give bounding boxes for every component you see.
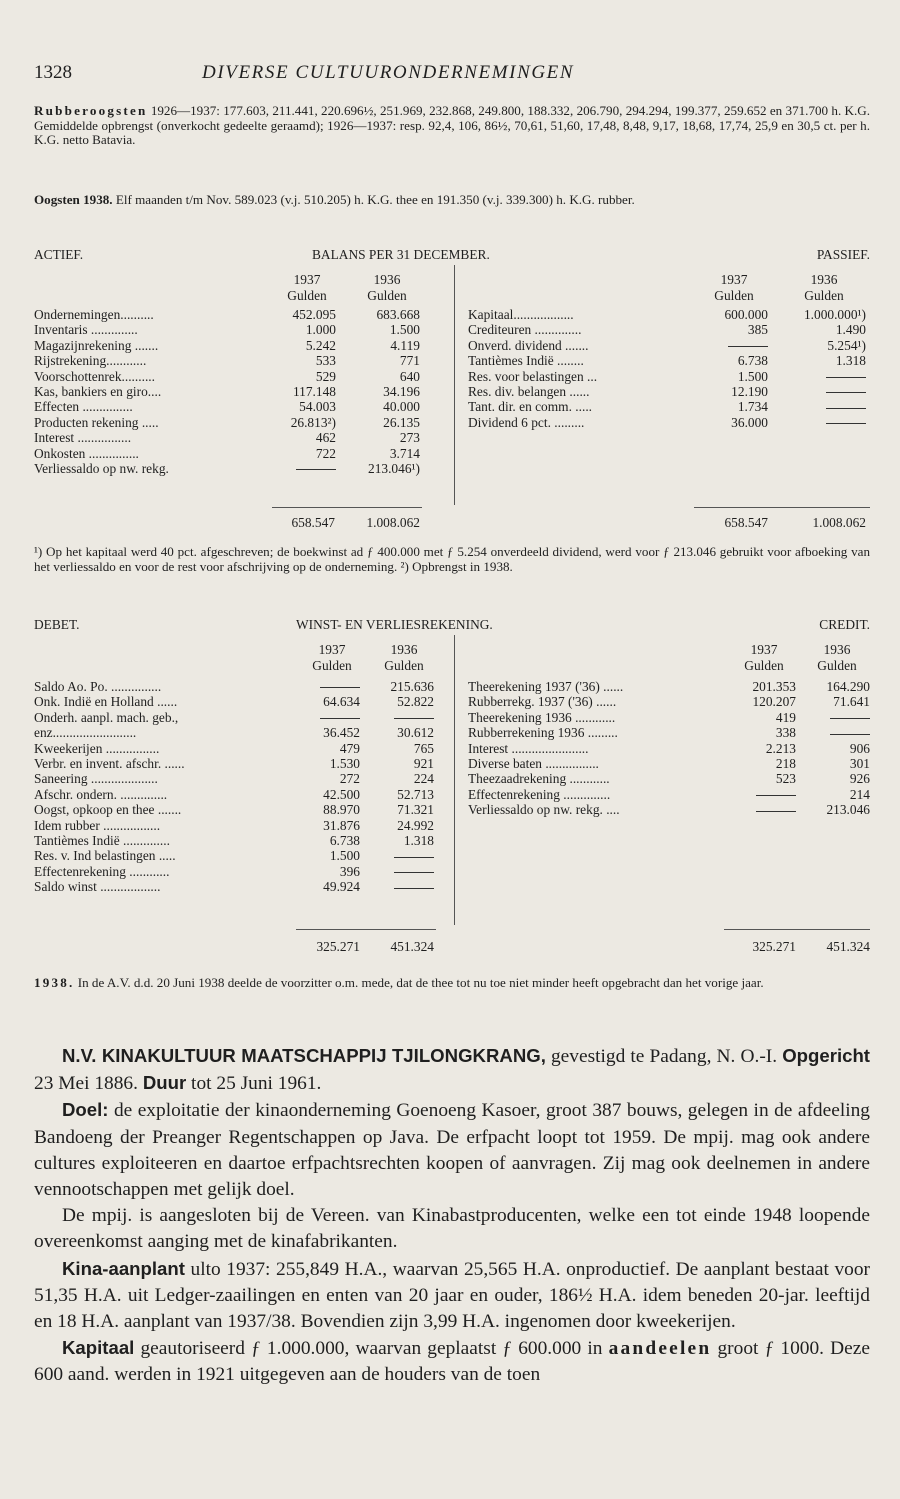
debet-v1936: 765 bbox=[413, 740, 434, 756]
actief-row bbox=[34, 369, 420, 384]
debet-v1936: 52.713 bbox=[397, 786, 434, 802]
passief-v1937: 1.734 bbox=[737, 399, 768, 415]
oogsten-paragraph bbox=[34, 193, 870, 208]
dash-rule bbox=[826, 377, 866, 378]
pl-right-year1: 1937 bbox=[750, 642, 778, 657]
credit-row bbox=[468, 741, 870, 756]
actief-v1937: 462 bbox=[315, 430, 336, 446]
credit-row bbox=[468, 710, 870, 725]
balance-total-right-1936: 1.008.062 bbox=[812, 515, 866, 530]
kapitaal-text-2: groot ƒ 1000. Deze 600 aand. werden in 1921 uitgegeven aan de houders van de toen bbox=[34, 1338, 870, 1386]
debet-label: Onk. Indië en Holland ...... bbox=[34, 694, 178, 710]
actief-label: Kas, bankiers en giro.... bbox=[34, 384, 162, 400]
debet-row bbox=[34, 756, 434, 771]
debet-row bbox=[34, 771, 434, 786]
credit-label: Theerekening 1936 ............ bbox=[468, 709, 616, 725]
doel-paragraph bbox=[34, 1097, 870, 1203]
doel-label: Doel: bbox=[62, 1099, 109, 1121]
opgericht-text: 23 Mei 1886. bbox=[34, 1073, 143, 1095]
balance-left-heading: ACTIEF. bbox=[34, 247, 84, 262]
debet-label: Res. v. Ind belastingen ..... bbox=[34, 848, 176, 864]
credit-label: Theezaadrekening ............ bbox=[468, 771, 610, 787]
debet-row bbox=[34, 787, 434, 802]
actief-empty-dash bbox=[270, 461, 336, 476]
pl-total-right-1936: 451.324 bbox=[826, 939, 870, 954]
pl-divider bbox=[454, 635, 455, 925]
debet-empty-dash bbox=[360, 848, 434, 863]
credit-v1936: 214 bbox=[849, 786, 870, 802]
debet-empty-dash bbox=[360, 710, 434, 725]
dash-rule bbox=[830, 718, 870, 719]
credit-row bbox=[468, 771, 870, 786]
pl-right-unit2: Gulden bbox=[817, 658, 857, 673]
passief-v1937: 12.190 bbox=[731, 384, 768, 400]
actief-label: Effecten ............... bbox=[34, 399, 133, 415]
debet-row bbox=[34, 864, 434, 879]
debet-row bbox=[34, 725, 434, 740]
dash-rule bbox=[394, 857, 434, 858]
credit-row bbox=[468, 679, 870, 694]
actief-label: Interest ................ bbox=[34, 430, 132, 446]
debet-label: enz......................... bbox=[34, 725, 137, 741]
debet-v1937: 1.530 bbox=[329, 756, 360, 772]
actief-table bbox=[34, 307, 420, 476]
actief-row bbox=[34, 384, 420, 399]
actief-v1937: 5.242 bbox=[305, 337, 336, 353]
credit-label: Rubberrekening 1936 ......... bbox=[468, 725, 618, 741]
debet-row bbox=[34, 694, 434, 709]
credit-v1937: 419 bbox=[775, 709, 796, 725]
actief-v1937: 722 bbox=[315, 445, 336, 461]
rubber-text: 1926—1937: 177.603, 211.441, 220.696½, 251.969, 232.868, 249.800, 188.332, 206.790, 294.294, 199.377, 259.652 en 371.700 h. K.G. Gemiddelde opbrengst (onverkocht gedeelte geraamd); 1926—1937: resp. 92,4, 106, 86½, 70,61, 51,60, 17,48, 8,48, 9,17, 18,68, 17,74, 25,9 en 30,5 ct. per h. K.G. netto Batavia. bbox=[34, 103, 870, 148]
actief-label: Voorschottenrek.......... bbox=[34, 368, 155, 384]
actief-row bbox=[34, 430, 420, 445]
actief-label: Onkosten ............... bbox=[34, 445, 139, 461]
passief-empty-dash bbox=[768, 399, 866, 414]
rubber-label: Rubberoogsten bbox=[34, 103, 148, 118]
debet-row bbox=[34, 879, 434, 894]
passief-row bbox=[468, 384, 866, 399]
actief-row bbox=[34, 399, 420, 414]
debet-v1936: 224 bbox=[413, 771, 434, 787]
passief-row bbox=[468, 399, 866, 414]
balance-title: BALANS PER 31 DECEMBER. bbox=[312, 247, 490, 262]
pl-right-heading: CREDIT. bbox=[819, 617, 870, 632]
passief-v1937: 385 bbox=[747, 322, 768, 338]
actief-row bbox=[34, 353, 420, 368]
debet-empty-dash bbox=[360, 864, 434, 879]
debet-row bbox=[34, 833, 434, 848]
credit-v1937: 2.213 bbox=[765, 740, 796, 756]
actief-label: Verliessaldo op nw. rekg. bbox=[34, 461, 169, 477]
dash-rule bbox=[296, 469, 336, 470]
credit-v1937: 120.207 bbox=[752, 694, 796, 710]
page-number: 1328 bbox=[34, 62, 72, 83]
actief-v1936: 273 bbox=[399, 430, 420, 446]
balance-sheet bbox=[34, 247, 870, 537]
kapitaal-text-1: geautoriseerd ƒ 1.000.000, waarvan geplaatst ƒ 600.000 in bbox=[134, 1338, 609, 1360]
pl-right-year2: 1936 bbox=[823, 642, 851, 657]
credit-v1936: 906 bbox=[849, 740, 870, 756]
actief-label: Inventaris .............. bbox=[34, 322, 138, 338]
credit-row bbox=[468, 802, 870, 817]
actief-label: Ondernemingen.......... bbox=[34, 307, 154, 322]
debet-label: Idem rubber ................. bbox=[34, 817, 161, 833]
debet-label: Oogst, opkoop en thee ....... bbox=[34, 802, 182, 818]
debet-table bbox=[34, 679, 434, 895]
debet-v1936: 921 bbox=[413, 756, 434, 772]
actief-v1937: 26.813²) bbox=[290, 414, 336, 430]
note-1938-label: 1938. bbox=[34, 975, 75, 990]
actief-v1936: 640 bbox=[399, 368, 420, 384]
credit-empty-dash bbox=[796, 710, 870, 725]
passief-label: Dividend 6 pct. ......... bbox=[468, 414, 585, 430]
running-title: DIVERSE CULTUURONDERNEMINGEN bbox=[202, 62, 575, 83]
debet-v1937: 31.876 bbox=[323, 817, 360, 833]
actief-row bbox=[34, 307, 420, 322]
balance-right-unit1: Gulden bbox=[714, 288, 754, 303]
oogsten-label: Oogsten 1938. bbox=[34, 192, 113, 207]
debet-row bbox=[34, 741, 434, 756]
pl-left-sum-line bbox=[296, 929, 436, 930]
actief-label: Rijstrekening............ bbox=[34, 353, 147, 369]
balance-right-year2: 1936 bbox=[810, 272, 838, 287]
dash-rule bbox=[830, 734, 870, 735]
company-description bbox=[34, 1043, 870, 1389]
balance-total-left-1936: 1.008.062 bbox=[366, 515, 420, 530]
debet-v1937: 42.500 bbox=[323, 786, 360, 802]
balance-left-unit2: Gulden bbox=[367, 288, 407, 303]
debet-label: Saldo Ao. Po. ............... bbox=[34, 679, 162, 694]
passief-empty-dash bbox=[768, 384, 866, 399]
credit-label: Interest ....................... bbox=[468, 740, 589, 756]
debet-row bbox=[34, 710, 434, 725]
credit-v1937: 201.353 bbox=[752, 679, 796, 694]
pl-total-right-1937: 325.271 bbox=[752, 939, 796, 954]
balance-total-right-1937: 658.547 bbox=[724, 515, 768, 530]
passief-row bbox=[468, 307, 866, 322]
passief-v1936: 1.318 bbox=[835, 353, 866, 369]
dash-rule bbox=[394, 888, 434, 889]
passief-v1937: 1.500 bbox=[737, 368, 768, 384]
credit-v1936: 926 bbox=[849, 771, 870, 787]
dash-rule bbox=[320, 687, 360, 688]
passief-label: Crediteuren .............. bbox=[468, 322, 582, 338]
passief-v1936: 1.000.000¹) bbox=[803, 307, 866, 322]
debet-v1937: 88.970 bbox=[323, 802, 360, 818]
balance-right-heading: PASSIEF. bbox=[816, 247, 870, 262]
actief-v1937: 533 bbox=[315, 353, 336, 369]
debet-label: Effectenrekening ............ bbox=[34, 863, 170, 879]
passief-label: Onverd. dividend ....... bbox=[468, 337, 589, 353]
credit-label: Rubberrekg. 1937 ('36) ...... bbox=[468, 694, 617, 710]
pl-title: WINST- EN VERLIESREKENING. bbox=[296, 617, 493, 632]
debet-v1936: 52.822 bbox=[397, 694, 434, 710]
pl-total-left-1937: 325.271 bbox=[316, 939, 360, 954]
credit-v1937: 523 bbox=[775, 771, 796, 787]
kapitaal-paragraph bbox=[34, 1335, 870, 1388]
kapitaal-label: Kapitaal bbox=[62, 1337, 135, 1359]
passief-v1936: 1.490 bbox=[835, 322, 866, 338]
pl-left-unit2: Gulden bbox=[384, 658, 424, 673]
passief-row bbox=[468, 415, 866, 430]
passief-row bbox=[468, 322, 866, 337]
debet-label: Verbr. en invent. afschr. ...... bbox=[34, 756, 185, 772]
dash-rule bbox=[394, 872, 434, 873]
actief-v1937: 1.000 bbox=[305, 322, 336, 338]
actief-row bbox=[34, 461, 420, 476]
kina-paragraph bbox=[34, 1256, 870, 1336]
vereeniging-paragraph: De mpij. is aangesloten bij de Vereen. van Kinabastproducenten, welke een tot einde 1948 loopende overeenkomst aanging met de kinafabrikanten. bbox=[34, 1205, 870, 1253]
passief-label: Kapitaal.................. bbox=[468, 307, 574, 322]
dash-rule bbox=[394, 718, 434, 719]
passief-label: Res. div. belangen ...... bbox=[468, 384, 590, 400]
credit-empty-dash bbox=[796, 725, 870, 740]
credit-table bbox=[468, 679, 870, 818]
balance-left-sum-line bbox=[272, 507, 422, 508]
balance-right-unit2: Gulden bbox=[804, 288, 844, 303]
debet-v1936: 71.321 bbox=[397, 802, 434, 818]
credit-label: Effectenrekening .............. bbox=[468, 786, 611, 802]
balance-left-year2: 1936 bbox=[373, 272, 401, 287]
dash-rule bbox=[756, 795, 796, 796]
profit-loss-account bbox=[34, 617, 870, 962]
company-name: N.V. KINAKULTUUR MAATSCHAPPIJ TJILONGKRANG, bbox=[62, 1045, 546, 1066]
debet-v1936: 215.636 bbox=[390, 679, 434, 694]
duur-label: Duur bbox=[142, 1072, 187, 1094]
running-header bbox=[34, 62, 870, 86]
passief-table bbox=[468, 307, 866, 430]
pl-right-unit1: Gulden bbox=[744, 658, 784, 673]
rubber-paragraph bbox=[34, 104, 870, 148]
debet-row bbox=[34, 802, 434, 817]
company-location: gevestigd te Padang, N. O.-I. bbox=[545, 1046, 783, 1067]
debet-v1937: 1.500 bbox=[329, 848, 360, 864]
doel-text: de exploitatie der kinaonderneming Goenoeng Kasoer, groot 387 bouws, gelegen in de afdeeling Bandoeng der Preanger Regentschappen op Java. De erfpacht loopt tot 1959. De mpij. mag ook andere cultures exploiteeren en daartoe erfpachtsrechten koopen of aanvragen. Zij mag ook deelnemen in andere vennootschappen met gelijk doel. bbox=[34, 1100, 870, 1201]
pl-left-heading: DEBET. bbox=[34, 617, 80, 632]
balance-right-sum-line bbox=[694, 507, 870, 508]
note-1938-text: In de A.V. d.d. 20 Juni 1938 deelde de voorzitter o.m. mede, dat de thee tot nu toe niet minder heeft opgebracht dan het vorige jaar. bbox=[77, 975, 764, 990]
debet-label: Kweekerijen ................ bbox=[34, 740, 160, 756]
actief-v1936: 26.135 bbox=[383, 414, 420, 430]
pl-left-unit1: Gulden bbox=[312, 658, 352, 673]
passief-empty-dash bbox=[768, 415, 866, 430]
debet-label: Afschr. ondern. .............. bbox=[34, 786, 168, 802]
credit-label: Diverse baten ................ bbox=[468, 756, 599, 772]
actief-v1937: 117.148 bbox=[292, 384, 336, 400]
credit-row bbox=[468, 725, 870, 740]
debet-v1936: 24.992 bbox=[397, 817, 434, 833]
dash-rule bbox=[756, 811, 796, 812]
credit-label: Theerekening 1937 ('36) ...... bbox=[468, 679, 624, 694]
actief-label: Magazijnrekening ....... bbox=[34, 337, 159, 353]
debet-v1937: 36.452 bbox=[323, 725, 360, 741]
passief-empty-dash bbox=[694, 338, 768, 353]
passief-empty-dash bbox=[768, 369, 866, 384]
debet-label: Saneering .................... bbox=[34, 771, 158, 787]
actief-row bbox=[34, 338, 420, 353]
duur-text: tot 25 Juni 1961. bbox=[186, 1073, 322, 1095]
passief-label: Tant. dir. en comm. ..... bbox=[468, 399, 593, 415]
actief-label: Producten rekening ..... bbox=[34, 414, 159, 430]
kina-text: ulto 1937: 255,849 H.A., waarvan 25,565 H.A. onproductief. De aanplant bestaat voor 51,35 H.A. uit Ledger-zaailingen en enten van 20 jaar en ouder, 186½ H.A. idem beneden 20-jar. leeftijd en 18 H.A. aanplant van 1937/38. Bovendien zijn 3,99 H.A. ingenomen door kweekerijen. bbox=[34, 1258, 870, 1333]
dash-rule bbox=[826, 392, 866, 393]
opgericht-label: Opgericht bbox=[782, 1045, 870, 1066]
debet-empty-dash bbox=[294, 679, 360, 694]
passief-v1937: 36.000 bbox=[731, 414, 768, 430]
passief-label: Tantièmes Indië ........ bbox=[468, 353, 584, 369]
passief-v1937: 600.000 bbox=[724, 307, 768, 322]
actief-v1937: 452.095 bbox=[292, 307, 336, 322]
debet-v1937: 396 bbox=[339, 863, 360, 879]
balance-left-year1: 1937 bbox=[293, 272, 321, 287]
actief-row bbox=[34, 446, 420, 461]
credit-v1937: 338 bbox=[775, 725, 796, 741]
debet-row bbox=[34, 679, 434, 694]
credit-v1936: 301 bbox=[849, 756, 870, 772]
debet-v1936: 30.612 bbox=[397, 725, 434, 741]
debet-v1937: 479 bbox=[339, 740, 360, 756]
pl-right-sum-line bbox=[724, 929, 870, 930]
balance-left-unit1: Gulden bbox=[287, 288, 327, 303]
balance-total-left-1937: 658.547 bbox=[291, 515, 335, 530]
credit-row bbox=[468, 694, 870, 709]
actief-v1936: 40.000 bbox=[383, 399, 420, 415]
passief-row bbox=[468, 369, 866, 384]
passief-v1937: 6.738 bbox=[737, 353, 768, 369]
debet-label: Saldo winst .................. bbox=[34, 879, 161, 895]
actief-v1936: 34.196 bbox=[383, 384, 420, 400]
actief-v1936: 771 bbox=[399, 353, 420, 369]
credit-v1936: 213.046 bbox=[826, 802, 870, 818]
debet-empty-dash bbox=[360, 879, 434, 894]
pl-left-year2: 1936 bbox=[390, 642, 418, 657]
actief-v1936: 1.500 bbox=[389, 322, 420, 338]
credit-label: Verliessaldo op nw. rekg. .... bbox=[468, 802, 620, 818]
actief-v1936: 3.714 bbox=[389, 445, 420, 461]
debet-v1937: 272 bbox=[339, 771, 360, 787]
actief-v1937: 529 bbox=[315, 368, 336, 384]
balance-right-year1: 1937 bbox=[720, 272, 748, 287]
credit-v1936: 164.290 bbox=[826, 679, 870, 694]
passief-row bbox=[468, 353, 866, 368]
balance-divider bbox=[454, 265, 455, 505]
credit-row bbox=[468, 787, 870, 802]
kina-label: Kina-aanplant bbox=[62, 1257, 185, 1279]
credit-v1937: 218 bbox=[775, 756, 796, 772]
company-intro bbox=[34, 1043, 870, 1097]
debet-empty-dash bbox=[294, 710, 360, 725]
pl-total-left-1936: 451.324 bbox=[390, 939, 434, 954]
debet-label: Onderh. aanpl. mach. geb., bbox=[34, 709, 179, 725]
debet-row bbox=[34, 848, 434, 863]
oogsten-text: Elf maanden t/m Nov. 589.023 (v.j. 510.205) h. K.G. thee en 191.350 (v.j. 339.300) h. K.G. rubber. bbox=[115, 192, 635, 207]
debet-v1937: 6.738 bbox=[329, 833, 360, 849]
passief-label: Res. voor belastingen ... bbox=[468, 368, 598, 384]
debet-label: Tantièmes Indië .............. bbox=[34, 833, 170, 849]
credit-row bbox=[468, 756, 870, 771]
passief-row bbox=[468, 338, 866, 353]
actief-row bbox=[34, 415, 420, 430]
credit-v1936: 71.641 bbox=[833, 694, 870, 710]
actief-row bbox=[34, 322, 420, 337]
actief-v1936: 4.119 bbox=[390, 337, 420, 353]
dash-rule bbox=[320, 718, 360, 719]
kapitaal-spaced-word: aandeelen bbox=[608, 1338, 712, 1360]
dash-rule bbox=[728, 346, 768, 347]
debet-v1937: 64.634 bbox=[323, 694, 360, 710]
dash-rule bbox=[826, 408, 866, 409]
actief-v1937: 54.003 bbox=[299, 399, 336, 415]
pl-left-year1: 1937 bbox=[318, 642, 346, 657]
passief-v1936: 5.254¹) bbox=[827, 337, 866, 353]
credit-empty-dash bbox=[720, 787, 796, 802]
dash-rule bbox=[826, 423, 866, 424]
debet-row bbox=[34, 818, 434, 833]
actief-v1936: 683.668 bbox=[376, 307, 420, 322]
debet-v1936: 1.318 bbox=[403, 833, 434, 849]
credit-empty-dash bbox=[720, 802, 796, 817]
debet-v1937: 49.924 bbox=[323, 879, 360, 895]
actief-v1936: 213.046¹) bbox=[368, 461, 420, 477]
balance-footnote: ¹) Op het kapitaal werd 40 pct. afgeschreven; de boekwinst ad ƒ 400.000 met ƒ 5.254 onverdeeld dividend, werd voor ƒ 213.046 gebruikt voor afboeking van het verliessaldo en voor de rest voor afschrijving op de onderneming. ²) Opbrengst in 1938. bbox=[34, 544, 870, 574]
note-1938 bbox=[34, 976, 870, 991]
